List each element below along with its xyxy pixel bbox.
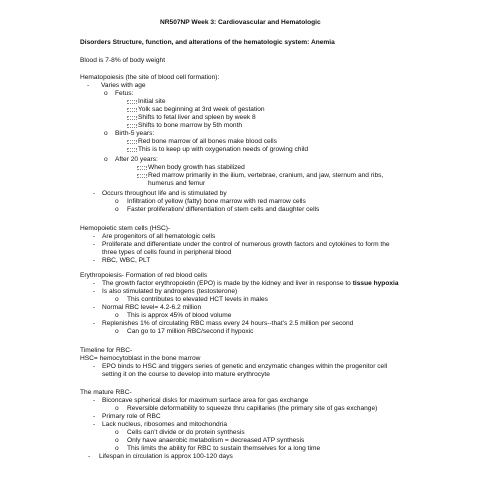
dash-bullet: - [93, 304, 96, 311]
androgens-line: Is also stimulated by androgens (testosterone) [102, 288, 238, 295]
normal-sub: This is approx 45% of blood volume [127, 312, 232, 319]
hematopoiesis-heading: Hematopoiesis (the site of blood cell formation): [80, 74, 220, 81]
replenish-line: Replenishes 1% of circulating RBC mass every 24 hours--that’s 2.5 million per second [102, 320, 354, 327]
lack-line: Lack nucleus, ribosomes and mitochondria [102, 421, 227, 428]
sub-bullet-box-icon [137, 174, 147, 178]
hsc-item: Are progenitors of all hematologic cells [102, 233, 216, 240]
fetus-item: Shifts to bone marrow by 5th month [138, 122, 243, 129]
o-bullet: o [115, 206, 119, 213]
o-bullet: o [115, 437, 119, 444]
dash-bullet: - [93, 421, 96, 428]
after-item: When body growth has stabilized [148, 164, 245, 171]
after-item: humerus and femur [148, 180, 206, 187]
o-bullet: o [104, 130, 108, 137]
occurs-item: Faster proliferation/ differentiation of stem cells and daughter cells [127, 206, 320, 213]
dash-bullet: - [93, 257, 96, 264]
epo-bold-text: tissue hypoxia [352, 280, 399, 287]
lifespan-line: Lifespan in circulation is approx 100-120 days [99, 453, 233, 460]
after-line: After 20 years: [115, 156, 158, 163]
fetus-line: Fetus: [115, 90, 134, 97]
dash-bullet: - [88, 453, 91, 460]
mature-rbc-heading: The mature RBC- [80, 389, 132, 396]
o-bullet: o [115, 429, 119, 436]
o-bullet: o [115, 445, 119, 452]
blood-weight-line: Blood is 7-8% of body weight [80, 57, 166, 64]
fetus-item: Yolk sac beginning at 3rd week of gestation [138, 106, 265, 113]
o-bullet: o [115, 328, 119, 335]
dash-bullet: - [93, 241, 96, 248]
sub-bullet-box-icon [127, 140, 137, 144]
erythropoiesis-heading: Erythropoiesis- Formation of red blood cells [80, 272, 208, 279]
timeline-item: setting it on the course to develop into mature erythrocyte [102, 371, 270, 378]
lack-sub: Only have anaerobic metabolism = decreased ATP synthesis [127, 437, 305, 444]
biconcave-line: Biconcave spherical disks for maximum surface area for gas exchange [102, 397, 309, 404]
o-bullet: o [104, 90, 108, 97]
document-subtitle: Disorders Structure, function, and alterations of the hematologic system: Anemia [80, 39, 335, 46]
dash-bullet: - [93, 363, 96, 370]
hsc-item: three types of cells found in peripheral blood [102, 249, 232, 256]
dash-bullet: - [93, 190, 96, 197]
birth-item: This is to keep up with oxygenation needs of growing child [138, 146, 309, 153]
sub-bullet-box-icon [127, 124, 137, 128]
normal-line: Normal RBC level= 4.2-6.2 million [102, 304, 202, 311]
sub-bullet-box-icon [127, 116, 137, 120]
after-item: Red marrow primarily in the ilium, vertebrae, cranium, and jaw, sternum and ribs, [148, 172, 384, 179]
sub-bullet-box-icon [127, 100, 137, 104]
sub-bullet-box-icon [127, 148, 137, 152]
dash-bullet: - [93, 397, 96, 404]
lack-sub: This limits the ability for RBC to sustain themselves for a long time [127, 445, 321, 452]
dash-bullet: - [93, 280, 96, 287]
hsc-item: Proliferate and differentiate under the control of numerous growth factors and cytokines to form the [102, 241, 390, 248]
lack-sub: Cells can’t divide or do protein synthesis [127, 429, 245, 436]
timeline-item: EPO binds to HSC and triggers series of genetic and enzymatic changes within the progenitor cell [102, 363, 388, 370]
dash-bullet: - [93, 233, 96, 240]
varies-line: Varies with age [101, 82, 146, 89]
epo-line [102, 280, 399, 288]
dash-bullet: - [93, 320, 96, 327]
hsc-heading: Hemopoietic stem cells (HSC)- [80, 225, 171, 232]
replenish-sub: Can go to 17 million RBC/second if hypoxic [127, 328, 254, 335]
o-bullet: o [104, 156, 108, 163]
dash-bullet: - [93, 413, 96, 420]
epo-text: The growth factor erythropoietin (EPO) is made by the kidney and liver in response to [102, 280, 351, 287]
fetus-item: Initial site [138, 98, 166, 105]
dash-bullet: - [87, 82, 90, 89]
o-bullet: o [115, 312, 119, 319]
hsc-item: RBC, WBC, PLT [102, 257, 151, 264]
fetus-item: Shifts to fetal liver and spleen by week 8 [138, 114, 256, 121]
birth-item: Red bone marrow of all bones make blood cells [138, 138, 277, 145]
primary-role-line: Primary role of RBC [102, 413, 161, 420]
dash-bullet: - [93, 288, 96, 295]
sub-bullet-box-icon [127, 108, 137, 112]
sub-bullet-box-icon [137, 166, 147, 170]
o-bullet: o [115, 198, 119, 205]
occurs-line: Occurs throughout life and is stimulated by [102, 190, 227, 197]
biconcave-sub: Reversible deformability to squeeze thru capillaries (the primary site of gas exchange) [127, 405, 378, 412]
hsc-hemocytoblast-line: HSC= hemocytoblast in the bone marrow [80, 355, 201, 362]
birth-line: Birth-5 years: [115, 130, 155, 137]
occurs-item: Infiltration of yellow (fatty) bone marrow with red marrow cells [127, 198, 306, 205]
o-bullet: o [115, 405, 119, 412]
timeline-heading: Timeline for RBC- [80, 347, 133, 354]
androgens-sub: This contributes to elevated HCT levels in males [127, 296, 268, 303]
document-title: NR507NP Week 3: Cardiovascular and Hematologic [160, 19, 321, 26]
o-bullet: o [115, 296, 119, 303]
